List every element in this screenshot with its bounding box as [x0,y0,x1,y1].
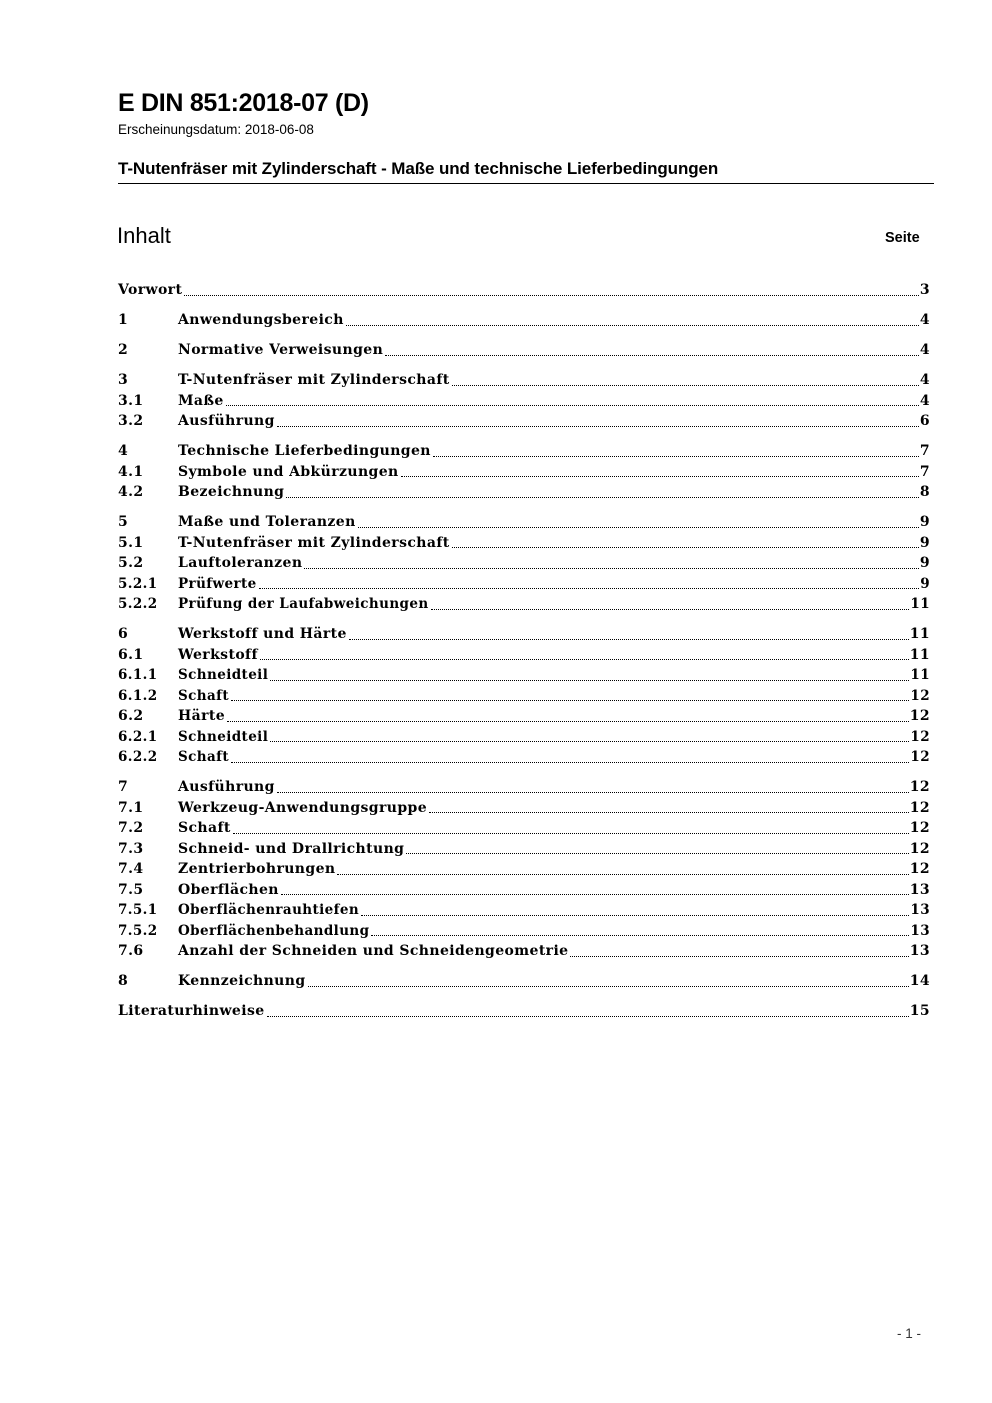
toc-entry[interactable] [118,900,930,921]
toc-entry-number: 5.2.1 [118,575,158,592]
toc-entry-title: Ausführung [178,779,275,795]
toc-entry-number: 4.1 [118,463,144,480]
toc-entry-page: 7 [919,463,930,480]
toc-entry-number: 5.1 [118,534,144,551]
toc-entry-title: Oberflächenrauhtiefen [178,902,360,918]
toc-entry-page: 11 [910,667,930,683]
toc-leader-dots [401,476,919,477]
toc-entry[interactable] [118,512,930,533]
toc-leader-dots [227,721,909,722]
toc-entry-number: 7.1 [118,799,144,816]
toc-entry-page: 13 [910,922,930,939]
toc-entry-title: Oberflächen [178,881,279,898]
toc-leader-dots [267,1016,909,1017]
toc-entry-title: Zentrierbohrungen [178,861,336,877]
toc-leader-dots [385,355,919,356]
toc-entry-title: Schaft [178,749,229,765]
toc-entry-title: Maße und Toleranzen [178,514,356,530]
toc-entry[interactable] [118,574,930,595]
toc-leader-dots [346,325,919,326]
toc-entry-title: Normative Verweisungen [178,342,384,358]
toc-entry-number: 6 [118,626,129,642]
page-number: - 1 - [897,1326,922,1341]
toc-entry-number: 7 [118,779,129,795]
toc-entry-page: 12 [909,779,930,795]
document-title: E DIN 851:2018-07 (D) [118,89,369,117]
toc-entry[interactable] [118,280,930,301]
toc-entry-number: 7.5 [118,881,144,898]
toc-page-column-label: Seite [885,230,920,246]
toc-leader-dots [570,956,908,957]
toc-entry-number: 3 [118,372,129,388]
toc-entry-title: Schneidteil [178,728,269,745]
toc-entry-page: 12 [910,687,930,704]
toc-entry-number: 2 [118,342,129,358]
toc-entry-title: T-Nutenfräser mit Zylinderschaft [178,534,450,551]
toc-entry-page: 12 [909,840,930,857]
toc-entry-page: 12 [910,749,930,765]
toc-entry[interactable] [118,686,930,707]
toc-leader-dots [431,609,910,610]
toc-leader-dots [260,659,909,660]
toc-entry[interactable] [118,441,930,462]
toc-leader-dots [270,680,909,681]
toc-entry-number: 7.2 [118,820,144,836]
toc-leader-dots [286,497,918,498]
toc-entry[interactable] [118,747,930,768]
subject-title: T-Nutenfräser mit Zylinderschaft - Maße und technische Lieferbedingungen [118,159,934,184]
toc-entry-title: Vorwort [118,282,183,298]
toc-entry-title: Prüfung der Laufabweichungen [178,596,429,612]
toc-entry-title: Literaturhinweise [118,1003,265,1019]
toc-entry-page: 12 [909,820,930,836]
toc-entry-page: 15 [909,1003,930,1019]
toc-leader-dots [452,547,919,548]
toc-entry-number: 7.5.2 [118,922,158,939]
toc-entry-number: 5.2.2 [118,596,158,612]
toc-entry-number: 3.1 [118,392,144,409]
toc-entry[interactable] [118,798,930,819]
toc-entry-title: Anzahl der Schneiden und Schneidengeometrie [178,943,569,959]
toc-leader-dots [226,405,919,406]
toc-entry-page: 12 [909,708,930,724]
toc-leader-dots [433,456,919,457]
toc-entry[interactable] [118,777,930,798]
toc-entry-title: Werkstoff [178,646,258,663]
toc-leader-dots [281,894,909,895]
toc-leader-dots [349,639,909,640]
toc-entry-page: 12 [910,728,930,745]
toc-entry[interactable] [118,310,930,331]
toc-entry-page: 12 [909,799,930,816]
toc-entry[interactable] [118,971,930,992]
toc-entry[interactable] [118,391,930,412]
toc-entry-number: 7.3 [118,840,144,857]
toc-leader-dots [429,812,909,813]
toc-entry-page: 11 [910,596,930,612]
toc-entry-title: Werkstoff und Härte [178,626,347,642]
toc-entry-title: Prüfwerte [178,575,257,592]
toc-leader-dots [259,588,920,589]
toc-entry[interactable] [118,839,930,860]
toc-entry-page: 3 [919,282,930,298]
toc-entry[interactable] [118,941,930,962]
toc-entry-number: 5.2 [118,555,144,571]
toc-entry-number: 4 [118,443,129,459]
toc-entry-number: 8 [118,973,129,989]
toc-entry-number: 4.2 [118,484,144,500]
toc-entry-page: 9 [920,575,930,592]
toc-entry-title: Oberflächenbehandlung [178,922,370,939]
toc-entry-title: Schaft [178,820,231,836]
toc-entry-title: T-Nutenfräser mit Zylinderschaft [178,372,450,388]
toc-entry-number: 7.4 [118,861,144,877]
toc-leader-dots [371,935,909,936]
toc-entry-page: 13 [909,881,930,898]
toc-leader-dots [304,568,918,569]
toc-entry-page: 9 [919,514,930,530]
toc-entry-title: Symbole und Abkürzungen [178,463,399,480]
toc-entry-title: Schneid- und Drallrichtung [178,840,405,857]
toc-entry[interactable] [118,482,930,503]
toc-entry-number: 6.1 [118,646,144,663]
toc-entry[interactable] [118,706,930,727]
toc-entry-number: 1 [118,312,129,328]
toc-entry-title: Maße [178,392,224,409]
toc-entry[interactable] [118,665,930,686]
toc-entry-title: Technische Lieferbedingungen [178,443,431,459]
toc-entry[interactable] [118,594,930,615]
toc-entry-title: Härte [178,708,226,724]
toc-entry[interactable] [118,818,930,839]
toc-entry-number: 6.2.2 [118,749,158,765]
toc-entry-page: 4 [919,392,930,409]
toc-entry-page: 4 [919,372,930,388]
toc-entry[interactable] [118,370,930,391]
toc-entry[interactable] [118,645,930,666]
toc-entry[interactable] [118,624,930,645]
toc-entry-number: 3.2 [118,413,144,429]
toc-entry-number: 7.6 [118,943,144,959]
toc-leader-dots [277,792,909,793]
toc-leader-dots [270,741,909,742]
toc-entry-page: 13 [909,943,930,959]
toc-leader-dots [184,295,919,296]
toc-entry[interactable] [118,411,930,432]
release-date: Erscheinungsdatum: 2018-06-08 [118,122,314,137]
toc-entry-title: Werkzeug-Anwendungsgruppe [178,799,428,816]
toc-entry[interactable] [118,462,930,483]
toc-leader-dots [233,833,909,834]
toc-entry-page: 7 [919,443,930,459]
toc-entry-page: 12 [909,861,930,877]
toc-leader-dots [361,915,909,916]
toc-entry[interactable] [118,921,930,942]
toc-entry-number: 6.1.1 [118,667,158,683]
toc-leader-dots [452,385,919,386]
toc-heading: Inhalt [117,223,171,248]
toc-entry-title: Lauftoleranzen [178,555,303,571]
toc-leader-dots [231,700,909,701]
toc-entry[interactable] [118,859,930,880]
toc-leader-dots [277,426,919,427]
toc-entry-page: 9 [919,534,930,551]
toc-entry-title: Ausführung [178,413,275,429]
toc-entry[interactable] [118,533,930,554]
toc-entry-page: 8 [919,484,930,500]
toc-entry-title: Bezeichnung [178,484,285,500]
toc-leader-dots [337,874,908,875]
toc-entry-page: 4 [919,312,930,328]
toc-entry[interactable] [118,553,930,574]
toc-leader-dots [358,527,919,528]
toc-entry-page: 6 [919,413,930,429]
toc-entry[interactable] [118,340,930,361]
toc-entry-number: 6.1.2 [118,687,158,704]
toc-entry-title: Schneidteil [178,667,269,683]
toc-entry-title: Anwendungsbereich [178,312,344,328]
toc-entry[interactable] [118,880,930,901]
toc-entry-number: 7.5.1 [118,902,158,918]
toc-entry-title: Schaft [178,687,229,704]
toc-leader-dots [231,762,909,763]
toc-entry[interactable] [118,727,930,748]
toc-entry-title: Kennzeichnung [178,973,306,989]
toc-entry-page: 11 [909,626,930,642]
toc-entry-page: 11 [909,646,930,663]
toc-entry-page: 4 [919,342,930,358]
toc-entry-number: 6.2.1 [118,728,158,745]
toc-entry-number: 5 [118,514,129,530]
toc-entry-number: 6.2 [118,708,144,724]
toc-leader-dots [308,986,909,987]
toc-entry-page: 13 [910,902,930,918]
toc-entry[interactable] [118,1001,930,1022]
toc-leader-dots [406,853,908,854]
table-of-contents [118,280,930,1022]
toc-entry-page: 14 [909,973,930,989]
toc-entry-page: 9 [919,555,930,571]
